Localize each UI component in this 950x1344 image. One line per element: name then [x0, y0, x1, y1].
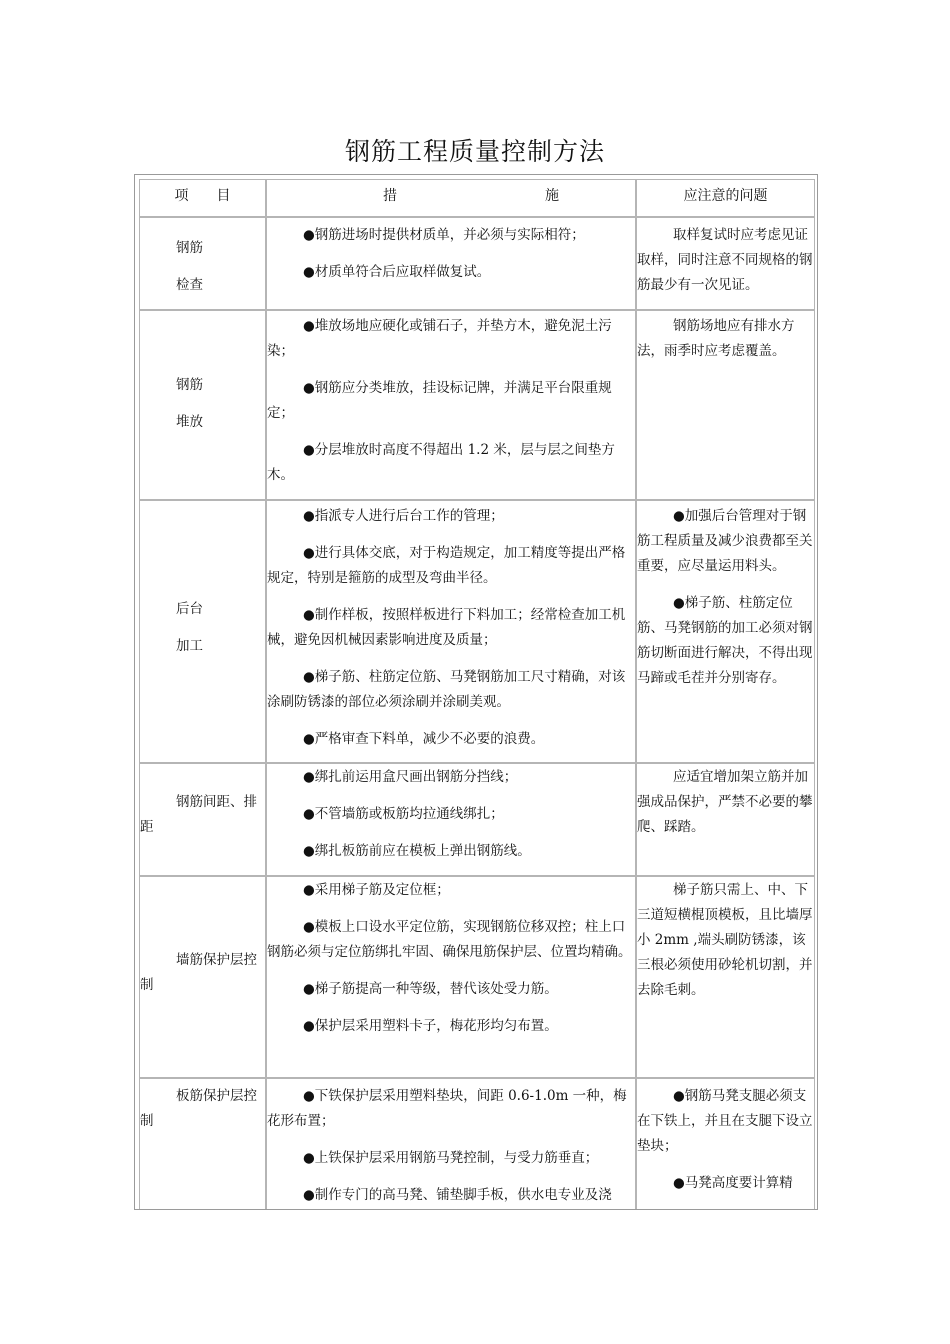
- header-notes-cell: [636, 179, 815, 217]
- row-6-measures-cell: [266, 1078, 636, 1210]
- list-item: ●堆放场地应硬化或铺石子，并垫方木，避免泥土污染；: [267, 318, 612, 359]
- row-4-item: 钢筋间距、排距: [140, 794, 257, 835]
- row-3-measures-cell: [266, 500, 636, 763]
- row-1-item: 钢筋 检查: [176, 240, 203, 293]
- list-item: ●上铁保护层采用钢筋马凳控制，与受力筋垂直；: [303, 1150, 599, 1166]
- list-item: ●模板上口设水平定位筋，实现钢筋位移双控；柱上口钢筋必须与定位筋绑扎牢固、确保甩筋保护层、位置均精确。: [267, 919, 632, 960]
- row-1-item-cell: [139, 217, 266, 310]
- list-item: ●梯子筋、柱筋定位筋、马凳钢筋的加工必须对钢筋切断面进行解决，不得出现马蹄或毛茬并分别寄存。: [637, 595, 813, 686]
- list-item: ●采用梯子筋及定位框；: [303, 882, 450, 898]
- list-item: ●加强后台管理对于钢筋工程质量及减少浪费都至关重要，应尽量运用料头。: [637, 508, 813, 574]
- header-notes: 应注意的问题: [683, 188, 768, 204]
- list-item: ●不管墙筋或板筋均拉通线绑扎；: [303, 806, 504, 822]
- list-item: ●马凳高度要计算精: [673, 1175, 793, 1191]
- list-item: ●严格审查下料单，减少不必要的浪费。: [303, 731, 545, 747]
- row-2-item-cell: [139, 310, 266, 500]
- list-item: ●钢筋进场时提供材质单，并必须与实际相符；: [303, 227, 585, 243]
- row-6-item: 板筋保护层控制: [140, 1088, 257, 1129]
- row-6-item-cell: [139, 1078, 266, 1210]
- list-item: ●绑扎板筋前应在模板上弹出钢筋线。: [303, 843, 531, 859]
- row-1-measures-cell: [266, 217, 636, 310]
- row-4-measures-cell: [266, 763, 636, 876]
- row-1-notes-cell: [636, 217, 815, 310]
- list-item: ●钢筋应分类堆放，挂设标记牌，并满足平台限重规定；: [267, 380, 612, 421]
- row-5-item-cell: [139, 876, 266, 1078]
- header-item: 项 目: [174, 188, 231, 204]
- row-4-item-cell: [139, 763, 266, 876]
- list-item: 应适宜增加架立筋并加强成品保护，严禁不必要的攀爬、踩踏。: [637, 769, 813, 835]
- list-item: 梯子筋只需上、中、下三道短横棍顶模板，且比墙厚小 2mm ,端头刷防锈漆，该三根必须使用砂轮机切割，并去除毛刺。: [637, 882, 813, 998]
- header-measures-1: 措: [383, 188, 397, 204]
- list-item: ●梯子筋、柱筋定位筋、马凳钢筋加工尺寸精确，对该涂刷防锈漆的部位必须涂刷并涂刷美观。: [267, 669, 626, 710]
- list-item: ●下铁保护层采用塑料垫块，间距 0.6-1.0m 一种，梅花形布置；: [267, 1088, 627, 1129]
- list-item: 取样复试时应考虑见证取样，同时注意不同规格的钢筋最少有一次见证。: [637, 227, 813, 293]
- row-2-item: 钢筋 堆放: [176, 377, 203, 430]
- list-item: ●材质单符合后应取样做复试。: [303, 264, 491, 280]
- page-title: 钢筋工程质量控制方法: [344, 137, 605, 166]
- row-6-notes-cell: [636, 1078, 815, 1210]
- row-3-notes-cell: [636, 500, 815, 763]
- row-4-notes-cell: [636, 763, 815, 876]
- row-2-measures-cell: [266, 310, 636, 500]
- header-measures-2: 施: [545, 188, 559, 204]
- list-item: ●绑扎前运用盒尺画出钢筋分挡线；: [303, 769, 518, 785]
- list-item: ●梯子筋提高一种等级，替代该处受力筋。: [303, 981, 558, 997]
- row-5-measures-cell: [266, 876, 636, 1078]
- list-item: ●分层堆放时高度不得超出 1.2 米，层与层之间垫方木。: [267, 442, 615, 483]
- row-2-notes-cell: [636, 310, 815, 500]
- row-3-item: 后台 加工: [176, 601, 203, 654]
- list-item: ●制作样板，按照样板进行下料加工；经常检查加工机械，避免因机械因素影响进度及质量；: [267, 607, 626, 648]
- list-item: ●保护层采用塑料卡子，梅花形均匀布置。: [303, 1018, 558, 1034]
- list-item: ●指派专人进行后台工作的管理；: [303, 508, 504, 524]
- header-item-cell: [139, 179, 266, 217]
- list-item: 钢筋场地应有排水方法，雨季时应考虑覆盖。: [637, 318, 795, 359]
- list-item: ●制作专门的高马凳、铺垫脚手板，供水电专业及浇: [303, 1187, 612, 1203]
- row-5-item: 墙筋保护层控制: [140, 952, 257, 993]
- list-item: ●钢筋马凳支腿必须支在下铁上，并且在支腿下设立垫块；: [637, 1088, 813, 1154]
- row-3-item-cell: [139, 500, 266, 763]
- quality-control-table: [134, 174, 818, 1210]
- list-item: ●进行具体交底，对于构造规定，加工精度等提出严格规定，特别是箍筋的成型及弯曲半径。: [267, 545, 626, 586]
- row-5-notes-cell: [636, 876, 815, 1078]
- header-measures-cell: [266, 179, 636, 217]
